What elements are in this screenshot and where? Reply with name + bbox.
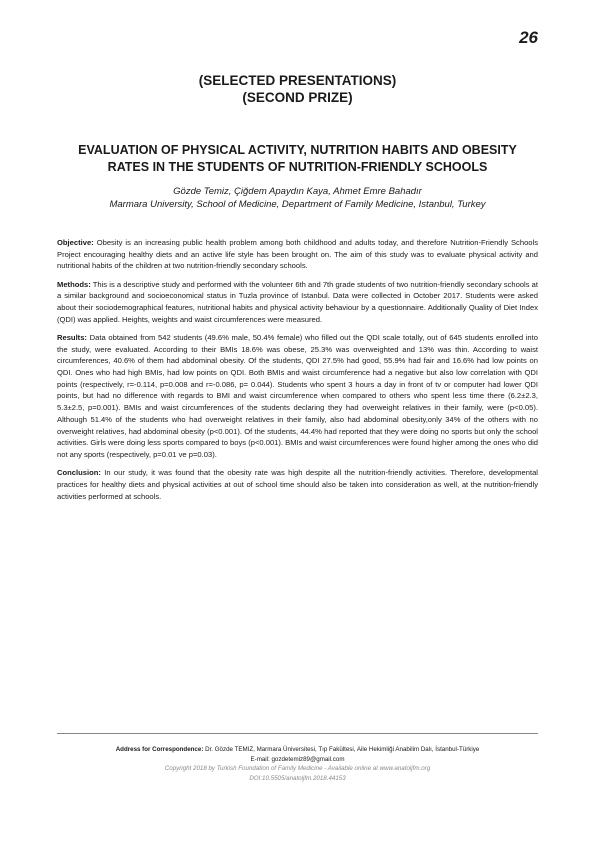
footer-divider (57, 733, 538, 734)
correspondence-email: E-mail: gozdetemiz89@gmail.com (250, 755, 345, 763)
article-title-line-2: RATES IN THE STUDENTS OF NUTRITION-FRIENDLY SCHOOLS (107, 160, 488, 174)
correspondence-label: Address for Correspondence: (115, 746, 204, 753)
correspondence-text: Dr. Gözde TEMIZ, Marmara Üniversitesi, Tıp Fakültesi, Aile Hekimliği Anabilim Dalı, İstanbul-Türkiye (203, 746, 480, 753)
methods-text: This is a descriptive study and performed with the volunteer 6th and 7th grade students of two nutrition-friendly secondary schools at a similar background and socioeconomical status in Tuzla province of Istanbul. Data were collected in October 2017. Students were asked about their sociodemographical features, nutritional habits and physical activity behaviour by a questionnaire. Additionally Quality of Diet Index (QDI) was applied. Heights, weights and waist circumferences were measured. (57, 279, 538, 324)
abstract (57, 237, 538, 509)
objective-text: Obesity is an increasing public health problem among both childhood and adults today, and therefore Nutrition-Friendly Schools Project encouraging healthy diets and an active life style has been brought on. The aim of this study was to evaluate physical activity and nutritional habits of the children at two nutrition-friendly secondary schools. (57, 238, 538, 271)
article-title (50, 142, 545, 176)
footer (57, 745, 538, 783)
results-label: Results: (57, 332, 87, 342)
page-number: 26 (519, 28, 538, 47)
objective-paragraph (57, 237, 538, 272)
methods-paragraph (57, 279, 538, 326)
doi: DOI:10.5505/anatoljfm.2018.44153 (249, 774, 346, 782)
conclusion-text: In our study, it was found that the obesity rate was high despite all the nutrition-friendly activities. Therefore, developmental practices for healthy diets and physical activities at out of school time should also be taken into consideration as well, at the nutrition-friendly activities performed at schools. (57, 468, 538, 501)
author-affiliation: Marmara University, School of Medicine, Department of Family Medicine, Istanbul, Turkey (109, 199, 486, 210)
section-heading-line-1: (SELECTED PRESENTATIONS) (198, 73, 397, 88)
methods-label: Methods: (57, 279, 91, 289)
author-names: Gözde Temiz, Çiğdem Apaydın Kaya, Ahmet Emre Bahadır (173, 186, 422, 197)
section-heading (0, 72, 595, 106)
objective-label: Objective: (57, 238, 94, 247)
article-title-line-1: EVALUATION OF PHYSICAL ACTIVITY, NUTRITION HABITS AND OBESITY (78, 143, 517, 157)
correspondence-line (57, 745, 538, 755)
section-heading-line-2: (SECOND PRIZE) (242, 90, 353, 105)
conclusion-paragraph (57, 467, 538, 502)
copyright-notice: Copyright 2018 by Turkish Foundation of Family Medicine - Available online at www.anatoljfm.org (164, 765, 431, 772)
author-block (50, 185, 545, 211)
results-text: Data obtained from 542 students (49.6% male, 50.4% female) who filled out the QDI scale totally, out of 645 students enrolled into the study, were evaluated. According to their BMIs 18.6% was obese, 25.3% was overweighted and 13% was thin. According to waist circumferences, 40.6% of them had abdominal obesity. Of the students, QDI 27.5% had good, 55.9% had fair and 16.6% had low points on QDI. Ones who had high BMIs, had low points on QDI. Both BMIs and waist circumference had a negative but also low correlation with QDI points (respectively, r=-0.114, p=0.008 and r=-0.086, p= 0.044). Students who spent 3 hours a day in front of tv or computer had lower QDI points, but had no difference with regards to BMI and waist circumference when compared to others who spent less time there (6.2±2.3, 5.3±2.5, p=0.001). BMIs and waist circumferences of the students declaring they had overweight relatives in their family, were (p<0.05). Although 51.4% of the students who had overweight relatives in their family, also had abdominal obesity,only 34% of the others with no overweight relatives, had abdominal obesity (p<0.001). Of the students, 44.4% had reported that they were doing no sports but only the school activities. Girls were doing less sports compared to boys (p<0.001). BMIs and waist circumferences were found higher among the ones who did not any sports (respectively, p=0.01 ve p=0.03). (57, 332, 538, 459)
results-paragraph (57, 332, 538, 461)
conclusion-label: Conclusion: (57, 468, 101, 478)
